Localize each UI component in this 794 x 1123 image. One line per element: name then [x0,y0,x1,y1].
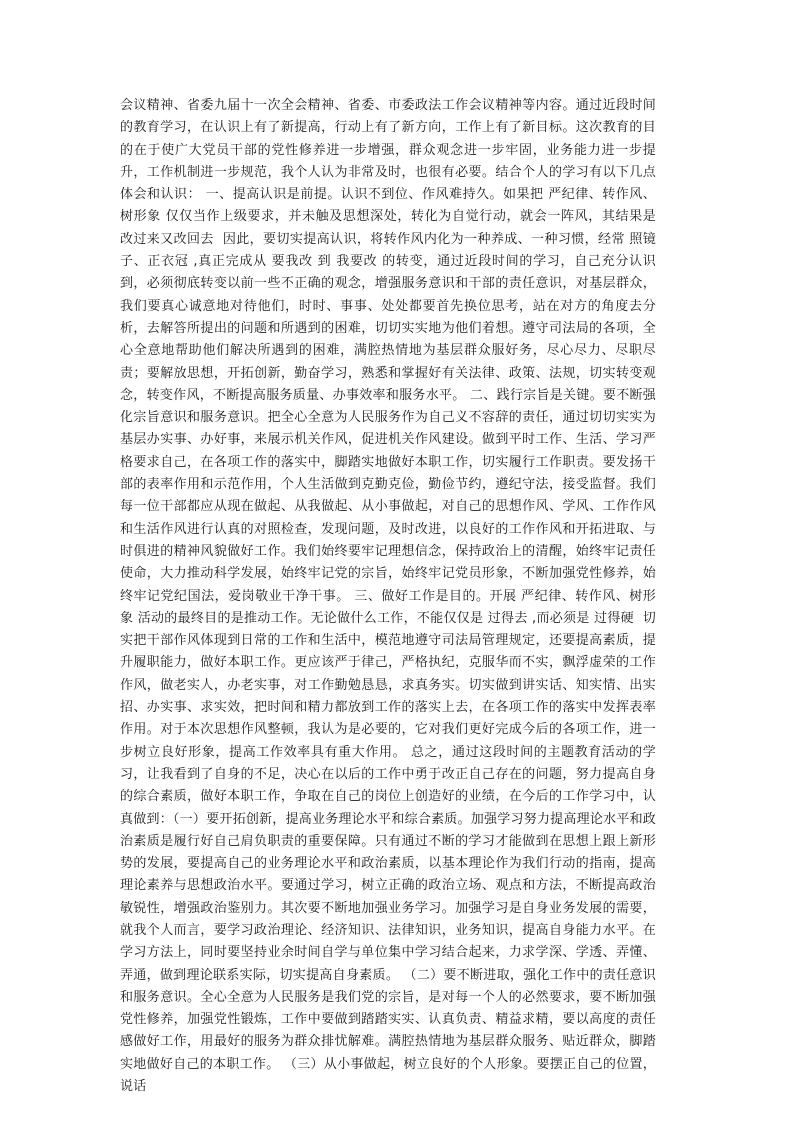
body-paragraph: 会议精神、省委九届十一次全会精神、省委、市委政法工作会议精神等内容。通过近段时间的教育学习，在认识上有了新提高，行动上有了新方向，工作上有了新目标。这次教育的目的在于使广大党员干部的党性修养进一步增强，群众观念进一步牢固，业务能力进一步提升，工作机制进一步规范，我个人认为非常及时，也很有必要。结合个人的学习有以下几点体会和认识： 一、提高认识是前提。认识不到位、作风难持久。如果把 严纪律、转作风、树形象 仅仅当作上级要求，并未触及思想深处，转化为自觉行动，就会一阵风，其结果是 改过来又改回去 因此，要切实提高认识，将转作风内化为一种养成、一种习惯，经常 照镜子、正衣冠 ,真正完成从 要我改 到 我要改 的转变，通过近段时间的学习，自己充分认识到，必须彻底转变以前一些不正确的观念，增强服务意识和干部的责任意识，对基层群众，我们要真心诚意地对待他们，时时、事事、处处都要首先换位思考，站在对方的角度去分析，去解答所提出的问题和所遇到的困难，切切实实地为他们着想。遵守司法局的各项，全心全意地帮助他们解决所遇到的困难，满腔热情地为基层群众服好务，尽心尽力、尽职尽责；要解放思想，开拓创新，勤奋学习，熟悉和掌握好有关法律、政策、法规，切实转变观念，转变作风，不断提高服务质量、办事效率和服务水平。 二、践行宗旨是关键。要不断强化宗旨意识和服务意识。把全心全意为人民服务作为自己义不容辞的责任，通过切切实实为基层办实事、办好事，来展示机关作风，促进机关作风建设。做到平时工作、生活、学习严格要求自己，在各项工作的落实中，脚踏实地做好本职工作，切实履行工作职责。要发扬干部的表率作用和示范作用，个人生活做到克勤克俭，勤俭节约，遵纪守法，接受监督。我们每一位干部都应从现在做起、从我做起、从小事做起，对自己的思想作风、学风、工作作风和生活作风进行认真的对照检查，发现问题，及时改进，以良好的工作作风和开拓进取、与时俱进的精神风貌做好工作。我们始终要牢记理想信念，保持政治上的清醒，始终牢记责任使命，大力推动科学发展，始终牢记党的宗旨，始终牢记党员形象，不断加强党性修养，始终牢记党纪国法，爱岗敬业干净干事。 三、做好工作是目的。开展 严纪律、转作风、树形象 活动的最终目的是推动工作。无论做什么工作，不能仅仅是 过得去 ,而必须是 过得硬 切实把干部作风体现到日常的工作和生活中，模范地遵守司法局管理规定，还要提高素质，提升履职能力，做好本职工作。更应该严于律己，严格执纪，克服华而不实，飘浮虚荣的工作作风，做老实人，办老实事，对工作勤勉恳恳，求真务实。切实做到讲实话、知实情、出实招、办实事、求实效，把时间和精力都放到工作的落实上去，在各项工作的落实中发挥表率作用。对于本次思想作风整顿，我认为是必要的，它对我们更好完成今后的各项工作，进一步树立良好形象，提高工作效率具有重大作用。 总之，通过这段时间的主题教育活动的学习，让我看到了自身的不足，决心在以后的工作中勇于改正自己存在的问题，努力提高自身的综合素质，做好本职工作，争取在自己的岗位上创造好的业绩，在今后的工作学习中，认真做到：（一）要开拓创新，提高业务理论水平和综合素质。加强学习努力提高理论水平和政治素质是履行好自己肩负职责的重要保障。只有通过不断的学习才能做到在思想上跟上新形势的发展，要提高自己的业务理论水平和政治素质，以基本理论作为我们行动的指南，提高理论素养与思想政治水平。要通过学习，树立正确的政治立场、观点和方法，不断提高政治敏锐性，增强政治鉴别力。其次要不断地加强业务学习。加强学习是自身业务发展的需要，就我个人而言，要学习政治理论、经济知识、法律知识，业务知识，提高自身能力水平。在学习方法上，同时要坚持业余时间自学与单位集中学习结合起来，力求学深、学透、弄懂、弄通，做到理论联系实际，切实提高自身素质。 （二）要不断进取，强化工作中的责任意识和服务意识。全心全意为人民服务是我们党的宗旨，是对每一个人的必然要求，要不断加强党性修养，加强党性锻炼，工作中要做到踏踏实实、认真负责、精益求精，要以高度的责任感做好工作，用最好的服务为群众排忧解难。满腔热情地为基层群众服务、贴近群众，脚踏实地做好自己的本职工作。 （三）从小事做起，树立良好的个人形象。要摆正自己的位置，说话 [120,98,661,1095]
document-page [120,95,661,1098]
